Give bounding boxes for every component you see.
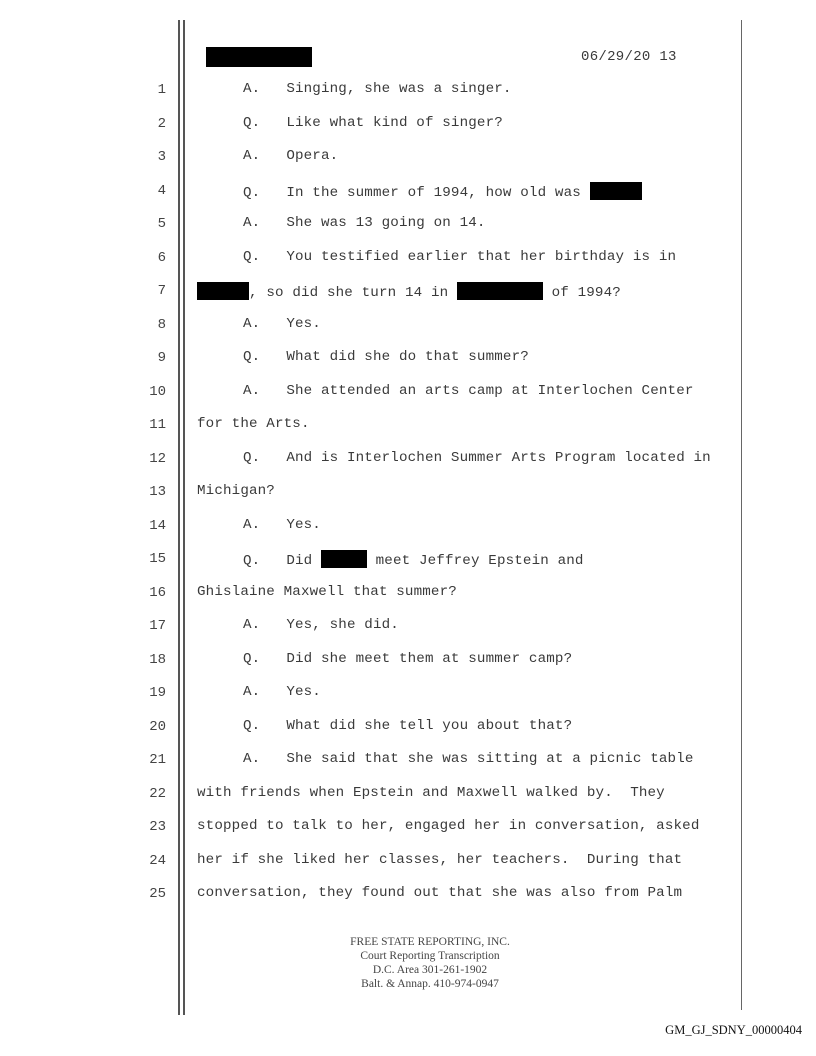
transcript-line bbox=[243, 617, 399, 633]
line-text-segment: A. She attended an arts camp at Interlochen Center bbox=[243, 382, 694, 399]
transcript-line bbox=[243, 383, 694, 399]
line-number: 20 bbox=[149, 718, 166, 735]
line-number: 24 bbox=[149, 852, 166, 869]
right-margin-rule bbox=[741, 20, 742, 1010]
transcript-line bbox=[243, 115, 503, 131]
line-text-segment: A. She was 13 going on 14. bbox=[243, 215, 486, 231]
transcript-line bbox=[243, 148, 338, 164]
line-number: 7 bbox=[157, 283, 166, 299]
line-text-segment: A. Singing, she was a singer. bbox=[243, 81, 512, 97]
line-number: 9 bbox=[157, 350, 166, 366]
redaction-bar bbox=[590, 182, 642, 200]
header-redaction-bar bbox=[206, 47, 312, 67]
transcript-line bbox=[197, 852, 682, 868]
transcript-line bbox=[197, 483, 275, 499]
bates-number: GM_GJ_SDNY_00000404 bbox=[665, 1023, 802, 1037]
line-number: 16 bbox=[149, 584, 166, 601]
line-number: 12 bbox=[149, 450, 166, 467]
line-number: 19 bbox=[149, 685, 166, 701]
line-text-segment: conversation, they found out that she was also from Palm bbox=[197, 885, 683, 901]
line-text-segment: of 1994? bbox=[542, 285, 621, 301]
redaction-bar bbox=[197, 282, 249, 300]
header-date: 06/29/20 bbox=[581, 49, 651, 65]
line-number: 14 bbox=[149, 517, 166, 534]
line-text-segment: A. Yes. bbox=[243, 516, 321, 533]
transcript-line bbox=[243, 215, 486, 231]
line-text-segment: for the Arts. bbox=[197, 416, 310, 432]
transcript-line bbox=[243, 450, 711, 466]
transcript-line bbox=[243, 550, 584, 569]
line-number: 23 bbox=[149, 819, 166, 835]
line-number: 13 bbox=[149, 484, 166, 500]
line-number: 18 bbox=[149, 651, 166, 668]
header-page-number: 13 bbox=[659, 49, 677, 65]
line-text-segment: stopped to talk to her, engaged her in conversation, asked bbox=[197, 818, 700, 834]
redaction-bar bbox=[457, 282, 543, 300]
line-text-segment: Michigan? bbox=[197, 483, 275, 499]
line-number: 17 bbox=[149, 618, 166, 634]
transcript-line bbox=[243, 316, 321, 332]
line-text-segment: Q. Did bbox=[243, 553, 321, 569]
transcript-line bbox=[243, 249, 676, 265]
footer-services: Court Reporting Transcription bbox=[360, 950, 500, 962]
line-number: 6 bbox=[157, 249, 166, 266]
transcript-line bbox=[197, 584, 457, 600]
left-margin-rule-inner bbox=[183, 20, 185, 1015]
line-text-segment: Q. Like what kind of singer? bbox=[243, 114, 503, 131]
transcript-line bbox=[197, 818, 700, 834]
line-text-segment: , so did she turn 14 in bbox=[249, 285, 457, 301]
footer-phone-balt: Balt. & Annap. 410-974-0947 bbox=[361, 978, 499, 990]
footer-phone-dc: D.C. Area 301-261-1902 bbox=[372, 964, 488, 976]
line-text-segment: Q. And is Interlochen Summer Arts Program located in bbox=[243, 449, 711, 466]
transcript-line bbox=[197, 282, 621, 301]
line-text-segment: A. Yes. bbox=[243, 315, 321, 332]
transcript-line bbox=[243, 81, 512, 97]
line-text-segment: with friends when Epstein and Maxwell walked by. They bbox=[197, 784, 665, 801]
line-number: 15 bbox=[149, 551, 166, 567]
line-text-segment: Q. What did she tell you about that? bbox=[243, 717, 573, 734]
line-number: 8 bbox=[157, 316, 166, 333]
left-margin-rule-outer bbox=[178, 20, 180, 1015]
line-number: 11 bbox=[149, 417, 166, 433]
line-text-segment: Q. In the summer of 1994, how old was bbox=[243, 184, 590, 201]
transcript-line bbox=[197, 785, 665, 801]
line-text-segment: A. Opera. bbox=[243, 148, 339, 164]
line-number: 4 bbox=[157, 182, 166, 199]
line-text-segment: Q. What did she do that summer? bbox=[243, 349, 529, 365]
transcript-line bbox=[243, 651, 572, 667]
line-text-segment: her if she liked her classes, her teachers. During that bbox=[197, 851, 683, 868]
footer-company: FREE STATE REPORTING, INC. bbox=[350, 936, 510, 948]
transcript-line bbox=[243, 349, 529, 365]
transcript-line bbox=[243, 684, 321, 700]
redaction-bar bbox=[321, 550, 367, 568]
transcript-line bbox=[243, 751, 694, 767]
reporter-footer bbox=[300, 935, 560, 991]
line-number: 1 bbox=[157, 82, 166, 98]
line-text-segment: Q. Did she meet them at summer camp? bbox=[243, 650, 573, 667]
line-number: 5 bbox=[157, 216, 166, 232]
line-number: 22 bbox=[149, 785, 166, 802]
transcript-line bbox=[243, 718, 572, 734]
line-number: 3 bbox=[157, 149, 166, 165]
line-text-segment: Q. You testified earlier that her birthday is in bbox=[243, 248, 677, 265]
line-text-segment: Ghislaine Maxwell that summer? bbox=[197, 583, 457, 600]
line-number: 2 bbox=[157, 115, 166, 132]
line-text-segment: A. Yes, she did. bbox=[243, 617, 399, 633]
line-number: 21 bbox=[149, 752, 166, 768]
line-number: 25 bbox=[149, 886, 166, 902]
line-text-segment: meet Jeffrey Epstein and bbox=[366, 553, 584, 569]
line-text-segment: A. She said that she was sitting at a picnic table bbox=[243, 751, 694, 767]
header-date-page bbox=[581, 49, 677, 65]
transcript-line bbox=[197, 416, 310, 432]
transcript-line bbox=[243, 517, 321, 533]
transcript-line bbox=[243, 182, 642, 201]
line-number: 10 bbox=[149, 383, 166, 400]
transcript-line bbox=[197, 885, 682, 901]
line-text-segment: A. Yes. bbox=[243, 684, 321, 700]
